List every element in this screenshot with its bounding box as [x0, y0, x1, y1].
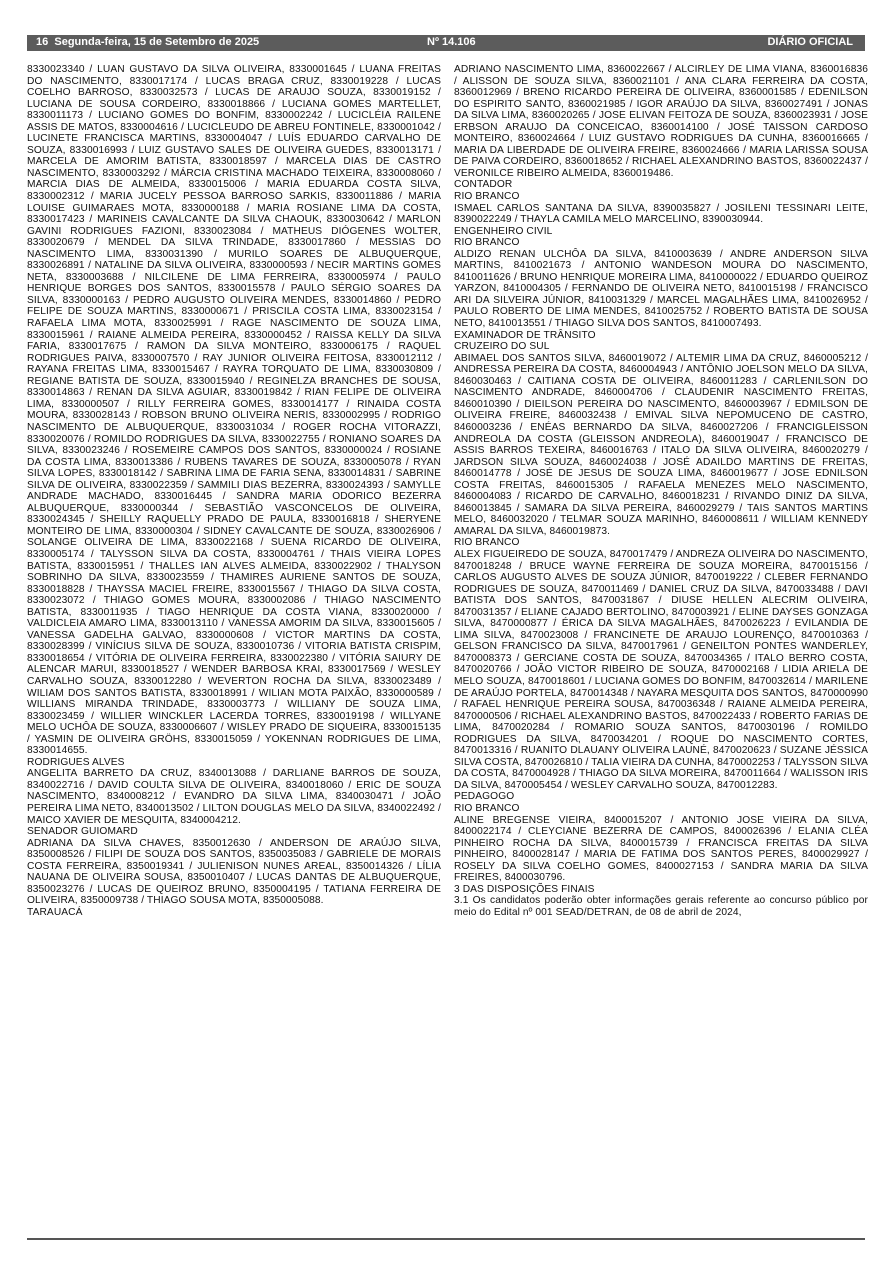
- text-paragraph: CONTADOR: [454, 179, 513, 191]
- text-paragraph: 8330023340 / LUAN GUSTAVO DA SILVA OLIVEIRA, 8330001645 / LUANA FREITAS DO NASCIMENTO, 8330017174 / LUCAS BRAGA CRUZ, 8330019228 / LUCAS COELHO BARROSO, 8330032573 / LUCAS DE ARAUJO SOUZA, 8330019152 / LUCIANA DE SOUSA CORDEIRO, 8330018866 / LUCIANA GOMES MARTELLET, 8330011173 / LUCIANO GOMES DO BONFIM, 8330002242 / LUCICLÉIA RAILENE ASSIS DE MATOS, 8330004616 / LUCICLEUDO DE ABREU FONTINELE, 8330001042 / LUCINETE FRANCISCA MARTINS, 8330004047 / LUÍS EDUARDO CARVALHO DE SOUZA, 8330016993 / LUIZ GUSTAVO SALES DE OLIVEIRA GUEDES, 8330013171 / MARCELA DE AMORIM BATISTA, 8330018597 / MARCELA DIAS DE CASTRO NASCIMENTO, 8330003292 / MÁRCIA CRISTINA MACHADO TEIXEIRA, 8330008060 / MARCIA DIAS DE ALMEIDA, 8330015006 / MARIA EDUARDA COSTA SILVA, 8330002312 / MARIA JUCELY PESSOA BARROSO SARKIS, 8330011886 / MARIA LOUISE GUIMARAES MOTA, 8330000188 / MARIA ROSIANE LIMA DA COSTA, 8330017423 / MARINEIS CAVALCANTE DA SILVA CHAOUK, 8330030642 / MARLON GAVINI RODRIGUES FAZIONI, 8330023084 / MATHEUS DIÓGENES WOLTER, 8330020679 / MENDEL DA SILVA TRINDADE, 8330017860 / MESSIAS DO NASCIMENTO LIMA, 8330031390 / MURILO SOARES DE ALBUQUERQUE, 8330026891 / NATALINE DA SILVA OLIVEIRA, 8330000593 / NECIR MARTINS GOMES NETA, 8330003688 / NILCILENE DE LIMA FERREIRA, 8330005974 / PAULO HENRIQUE BORGES DOS SANTOS, 8330015578 / PAULO SÉRGIO SOARES DA SILVA, 8330000163 / PEDRO AUGUSTO OLIVEIRA MENDES, 8330014860 / PEDRO FELIPE DE SOUZA MARTINS, 8330000671 / PRISCILA COSTA LIMA, 8330023154 / RAFAELA LIMA MOTA, 8330025991 / RAGE NASCIMENTO DE SOUZA LIMA, 8330015961 / RAIANE ALMEIDA PEREIRA, 8330000452 / RAISSA KELLY DA SILVA FARIA, 8330017675 / RAMON DA SILVA MONTEIRO, 8330006175 / RAQUEL RODRIGUES PAIVA, 8330007570 / RAY JUNIOR OLIVEIRA FEITOSA, 8330012112 / RAYANA FREITAS LIMA, 8330015467 / RAYRA TORQUATO DE LIMA, 8330030809 / REGIANE BATISTA DE SOUZA, 8330015940 / REGINELZA BRANCHES DE SOUSA, 8330014863 / RENAN DA SILVA AGUIAR, 8330019842 / RIAN FELIPE DE OLIVEIRA LIMA, 8330000507 / RILLY FERREIRA GOMES, 8330014177 / RINAIDA COSTA MOURA, 8330028143 / ROBSON BRUNO OLIVEIRA NERIS, 8330002995 / RODRIGO NASCIMENTO DE ALBUQUERQUE, 8330031034 / ROGER ROCHA VITORAZZI, 8330020076 / ROMILDO RODRIGUES DA SILVA, 8330022755 / RONIANO SOARES DA SILVA, 8330023246 / ROSEMEIRE CAMPOS DOS SANTOS, 8330000024 / ROSIANE DA COSTA LIMA, 8330013386 / RUBENS TAVARES DE SOUZA, 8330005078 / RYAN SILVA LOPES, 8330018142 / SABRINA LIMA DE FARIA SENA, 8330014831 / SABRINE SILVA DE OLIVEIRA, 8330022359 / SAMMILI DIAS BEZERRA, 8330024393 / SAMYLLE ANDRADE MACHADO, 8330016445 / SANDRA MARIA ODORICO BEZERRA ALBUQUERQUE, 8330000344 / SEBASTIÃO VASCONCELOS DE OLIVEIRA, 8330024345 / SHEILLY RAQUELLY PRADO DE PAULA, 8330016818 / SHERYENE MONTEIRO DE LIMA, 8330000304 / SIDNEY CAVALCANTE DE SOUZA, 8330026906 / SOLANGE OLIVEIRA DE LIMA, 8330022168 / SUENA RICARDO DE OLIVEIRA, 8330005174 / TALYSSON SILVA DA COSTA, 8330004761 / THAIS VIEIRA LOPES BATISTA, 8330015951 / THALLES IAN ALVES ALMEIDA, 8330022902 / THALYSON SOBRINHO DA SILVA, 8330023559 / THAMIRES AURIENE SANTOS DE SOUZA, 8330018828 / THAYSSA MACIEL FREIRE, 8330015567 / THIAGO DA SILVA COSTA, 8330023072 / THIAGO GOMES MOURA, 8330002086 / THIAGO NASCIMENTO BATISTA, 8330011935 / TIAGO HENRIQUE DA COSTA VIANA, 8330020000 / VALDICLEIA AMARO LIMA, 8330013110 / VANESSA AMORIM DA SILVA, 8330015605 / VANESSA GADELHA GALVAO, 8330000608 / VICTOR MARTINS DA COSTA, 8330028399 / VINÍCIUS SILVA DE SOUZA, 8330010736 / VITORIA BATISTA CRISPIM, 8330018654 / VITÓRIA DE OLIVEIRA FERREIRA, 8330022380 / VITÓRIA SAIURY DE ALENCAR MARUI, 8330018527 / WENDER BARBOSA KRAI, 8330017569 / WESLEY CARVALHO SOUZA, 8330012280 / WEVERTON ROCHA DA SILVA, 8330023489 / WILIAM DOS SANTOS BATISTA, 8330018991 / WILIAN MOTA PAIXÃO, 8330000589 / WILLIANS MIRANDA TRINDADE, 8330003773 / WILLIANY DE SOUZA LIMA, 8330023459 / WILLIER WINCKLER LACERDA TORRES, 8330019198 / WILLYANE MELO UCHÔA DE SOUZA, 8330006607 / WISLEY PRADO DE SIQUEIRA, 8330015135 / YASMIN DE OLIVEIRA GRÖHS, 8330015059 / YOKENNAN RODRIGUES DE LIMA, 8330014655.: [27, 64, 441, 757]
- footer-divider: [27, 1238, 865, 1240]
- issue-date: Segunda-feira, 15 de Setembro de 2025: [54, 36, 260, 48]
- page-number-and-date: [36, 36, 259, 48]
- text-paragraph: ENGENHEIRO CIVIL: [454, 225, 553, 237]
- text-paragraph: RIO BRANCO: [454, 803, 520, 814]
- text-paragraph: 3 DAS DISPOSIÇÕES FINAIS: [454, 883, 595, 895]
- text-paragraph: RIO BRANCO: [454, 237, 520, 249]
- right-column: [454, 64, 868, 918]
- text-paragraph: ABIMAEL DOS SANTOS SILVA, 8460019072 / ALTEMIR LIMA DA CRUZ, 8460005212 / ANDRESSA PEREIRA DA COSTA, 8460004943 / ANTÔNIO JOELSON MELO DA SILVA, 8460030463 / CAITIANA COSTA DE OLIVEIRA, 8460011283 / CARLENILSON DO NASCIMENTO ANDRADE, 8460004706 / CLAUDENIR NASCIMENTO FREITAS, 8460010390 / DIEILSON PEREIRA DO NASCIMENTO, 8460003967 / EDMILSON DE OLIVEIRA FREIRE, 8460032438 / EMIVAL SILVA NEPOMUCENO DE CASTRO, 8460003236 / ENÉAS BERNARDO DA SILVA, 8460027206 / FRANCIGLEISSON ANDREOLA DA COSTA (GLEISSON ANDREOLA), 8460019047 / FRANCISCO DE ASSIS BARROS TEXEIRA, 8460016763 / ITALO DA SILVA OLIVEIRA, 8460020279 / JARDSON SILVA SOUZA, 8460024038 / JOSÉ ADAILDO MARTINS DE FREITAS, 8460014778 / JOSÉ DE JESUS DE SOUZA LIMA, 8460019677 / JOSE EDNILSON COSTA FREITAS, 8460015305 / RAFAELA MENEZES MELO NASCIMENTO, 8460004083 / RICARDO DE CARVALHO, 8460018231 / RIVANDO DINIZ DA SILVA, 8460013845 / SAMARA DA SILVA PEREIRA, 8460029279 / TAIS SANTOS MARTINS MELO, 8460032020 / TELMAR SOUZA MARINHO, 8460008611 / WILLIAM KENNEDY AMARAL DA SILVA, 8460019873.: [454, 352, 868, 537]
- text-paragraph: TARAUACÁ: [27, 906, 83, 918]
- text-paragraph: ISMAEL CARLOS SANTANA DA SILVA, 8390035827 / JOSILENI TESSINARI LEITE, 8390022249 / THAYLA CAMILA MELO MARCELINO, 8390030944.: [454, 202, 868, 226]
- text-paragraph: RIO BRANCO: [454, 191, 520, 203]
- text-paragraph: RIO BRANCO: [454, 537, 520, 549]
- text-paragraph: CRUZEIRO DO SUL: [454, 341, 550, 353]
- issue-number: Nº 14.106: [427, 36, 476, 48]
- text-paragraph: ALEX FIGUEIREDO DE SOUZA, 8470017479 / ANDREZA OLIVEIRA DO NASCIMENTO, 8470018248 / BRUCE WAYNE FERREIRA DE SOUZA MOREIRA, 8470015156 / CARLOS AUGUSTO ALVES DE SOUZA JÚNIOR, 8470019222 / CLEBER FERNANDO RODRIGUES DE SOUZA, 8470011469 / DANIEL CRUZ DA SILVA, 8470033488 / DAVI BATISTA DOS SANTOS, 8470031867 / DIUSE HELLEN ALECRIM OLIVEIRA, 8470031357 / ELIANE CAJADO BERTOLINO, 8470003921 / ELINE DAYSES GONZAGA SILVA, 8470000877 / ÉRICA DA SILVA MAGALHÃES, 8470026223 / EVILANDIA DE LIMA SILVA, 8470023008 / FRANCINETE DE ARAUJO LOURENÇO, 8470010363 / GELSON FRANCISCO DA SILVA, 8470017961 / GENEILTON PONTES WANDERLEY, 8470008373 / GERCIANE COSTA DE SOUZA, 8470034365 / ITALO BERRO COSTA, 8470020766 / JOÃO VICTOR RIBEIRO DE SOUZA, 8470002168 / LIDIA ARIELA DE MELO SOUZA, 8470018601 / LUCIANA GOMES DO BONFIM, 8470032614 / MARILENE DE ARAÚJO PORTELA, 8470014348 / NAYARA MESQUITA DOS SANTOS, 8470000990 / RAFAEL HENRIQUE PEREIRA SOUSA, 8470036348 / RAIANE ALMEIDA PEREIRA, 8470000506 / RICHAEL ALEXANDRINO BASTOS, 8470022433 / ROBERTO FARIAS DE LIMA, 8470020284 / ROMARIO SOUZA SANTOS, 8470030196 / ROMILDO RODRIGUES DA SILVA, 8470034201 / ROQUE DO NASCIMENTO CORTES, 8470013316 / RUANITO DLAUANY OLIVEIRA LAUNÉ, 8470020623 / SUZANE JÉSSICA SILVA COSTA, 8470026810 / TALIA VIEIRA DA CUNHA, 8470002253 / TALYSSON SILVA DA COSTA, 8470004928 / THIAGO DA SILVA MOREIRA, 8470011664 / WALISSON IRIS DA SILVA, 8470005454 / WESLEY CARVALHO SOUZA, 8470012283.: [454, 548, 868, 791]
- text-paragraph: SENADOR GUIOMARD: [27, 826, 138, 838]
- text-paragraph: RODRIGUES ALVES: [27, 756, 125, 768]
- text-paragraph: EXAMINADOR DE TRÂNSITO: [454, 329, 596, 341]
- page-number: 16: [36, 36, 49, 48]
- text-paragraph: ALDIZO RENAN ULCHÔA DA SILVA, 8410003639 / ANDRE ANDERSON SILVA MARTINS, 8410021673 / ANTONIO WANDESON MOURA DO NASCIMENTO, 8410011626 / BRUNO HENRIQUE MOREIRA LIMA, 8410000022 / EDUARDO QUEIROZ YARZON, 8410004305 / FERNANDO DE OLIVEIRA NETO, 8410015198 / FRANCISCO ARI DA SILVEIRA JÚNIOR, 8410031329 / MARCEL MAGALHÃES LIMA, 8410026952 / PAULO ROBERTO DE LIMA MENDES, 8410025752 / ROBERTO BATISTA DE SOUSA NETO, 8410013551 / THIAGO SILVA DOS SANTOS, 8410007493.: [454, 248, 868, 330]
- text-paragraph: PEDAGOGO: [454, 791, 515, 803]
- page-header: [27, 35, 865, 51]
- publication-title: DIÁRIO OFICIAL: [767, 36, 853, 48]
- text-paragraph: ADRIANA DA SILVA CHAVES, 8350012630 / ANDERSON DE ARAÚJO SILVA, 8350008526 / FILIPI DE SOUZA DOS SANTOS, 8350035083 / GABRIELE DE MORAIS COSTA FERREIRA, 8350019341 / JULIENISON NUNES AREAL, 8350014326 / LÍLIA NAUANA DE OLIVEIRA SOUSA, 8350010407 / LUCAS DANTAS DE ALBUQUERQUE, 8350023276 / LUCAS DE QUEIROZ BRUNO, 8350004195 / TATIANA FERREIRA DE OLIVEIRA, 8350009738 / THIAGO SOUSA MOTA, 8350005088.: [27, 837, 441, 907]
- text-paragraph: 3.1 Os candidatos poderão obter informações gerais referente ao concurso público por meio do Edital nº 001 SEAD/DETRAN, de 08 de abril de 2024,: [454, 895, 868, 918]
- text-paragraph: ALINE BREGENSE VIEIRA, 8400015207 / ANTONIO JOSE VIEIRA DA SILVA, 8400022174 / CLEYCIANE BEZERRA DE CAMPOS, 8400026396 / ELANIA CLÉA PINHEIRO ROCHA DA SILVA, 8400015739 / FRANCISCA FREITAS DA SILVA PINHEIRO, 8400028147 / MARIA DE FATIMA DOS SANTOS PERES, 8400029927 / ROSELY DA SILVA COELHO GOMES, 8400027153 / SANDRA MARIA DA SILVA FREIRES, 8400030796.: [454, 814, 868, 884]
- text-paragraph: ADRIANO NASCIMENTO LIMA, 8360022667 / ALCIRLEY DE LIMA VIANA, 8360016836 / ALISSON DE SOUZA SILVA, 8360021101 / ANA CLARA FERREIRA DA COSTA, 8360012969 / BRENO RICARDO PEREIRA DE OLIVEIRA, 8360001585 / EDENILSON DO ESPIRITO SANTO, 8360021985 / IGOR ARAÚJO DA SILVA, 8360027491 / JONAS DA SILVA LIMA, 8360020265 / JOSE ELIVAN FEITOZA DE SOUZA, 8360023931 / JOSE ERBSON ARAUJO DA CONCEICAO, 8360014100 / JOSÉ TAISSON CARDOSO MONTEIRO, 8360024664 / LUIZ GUSTAVO RODRIGUES DA CUNHA, 8360016665 / MARIA DA LIBERDADE DE OLIVEIRA FREIRE, 8360024666 / MARIA LARISSA SOUSA DE PAIVA CORDEIRO, 8360018652 / RICHAEL ALEXANDRINO BASTOS, 8360022437 / VERONILCE RIBEIRO ALMEIDA, 8360019486.: [454, 64, 868, 179]
- left-column: [27, 64, 441, 918]
- text-paragraph: ANGELITA BARRETO DA CRUZ, 8340013088 / DARLIANE BARROS DE SOUZA, 8340022716 / DAVID COULTA SILVA DE OLIVEIRA, 8340018060 / ERIC DE SOUZA NASCIMENTO, 8340008212 / EVANDRO DA SILVA LIMA, 8340030471 / JOÃO PEREIRA LIMA NETO, 8340013502 / LILTON DOUGLAS MELO DA SILVA, 8340022492 / MAICO XAVIER DE MESQUITA, 8340004212.: [27, 768, 441, 826]
